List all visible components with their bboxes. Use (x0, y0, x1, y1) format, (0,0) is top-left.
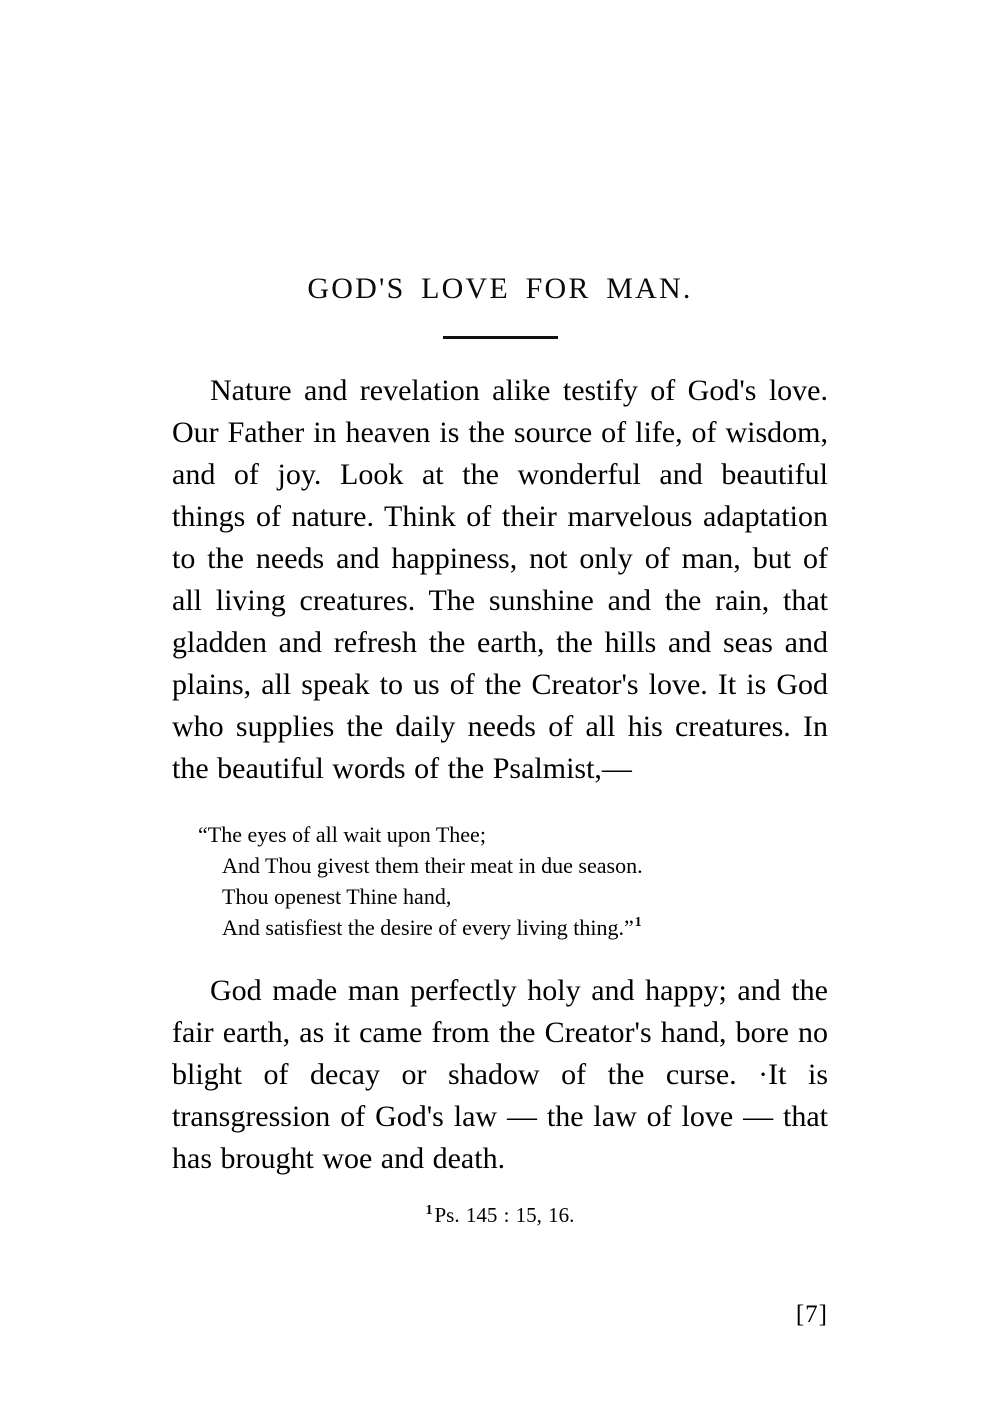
page-number: [7] (795, 1301, 828, 1328)
quote-line-4 (198, 912, 828, 943)
footnote-marker: 1 (425, 1201, 433, 1217)
paragraph-intro: Nature and revelation alike testify of God's love. Our Father in heaven is the source of life, of wisdom, and of joy. Look at the wonderful and beautiful things of nature. Think of their marvelous adaptation to the needs and happiness, not only of man, but of all living creatures. The sunshine and the rain, that gladden and refresh the earth, the hills and seas and plains, all speak to us of the Creator's love. It is God who supplies the daily needs of all his creatures. In the beautiful words of the Psalmist,— (172, 373, 828, 785)
quote-line-2: And Thou givest them their meat in due season. (222, 852, 643, 878)
text-column (172, 0, 828, 1228)
footnote-text: Ps. 145 : 15, 16. (434, 1202, 575, 1227)
scripture-quotation (172, 819, 828, 943)
paragraph-creation: God made man perfectly holy and happy; and the fair earth, as it came from the Creator's hand, bore no blight of decay or shadow of the curse. ·It is transgression of God's law — the law of love — that has brought woe and death. (172, 973, 828, 1175)
title-divider-rule (443, 336, 558, 339)
page-title: GOD'S LOVE FOR MAN. (307, 272, 693, 305)
footnote (172, 1180, 828, 1228)
quote-line-4-text: And satisfiest the desire of every living thing.” (222, 914, 634, 940)
footnote-reference-marker[interactable]: 1 (634, 914, 642, 930)
quote-line-1: “The eyes of all wait upon Thee; (198, 821, 486, 847)
quote-line-3: Thou openest Thine hand, (222, 883, 452, 909)
